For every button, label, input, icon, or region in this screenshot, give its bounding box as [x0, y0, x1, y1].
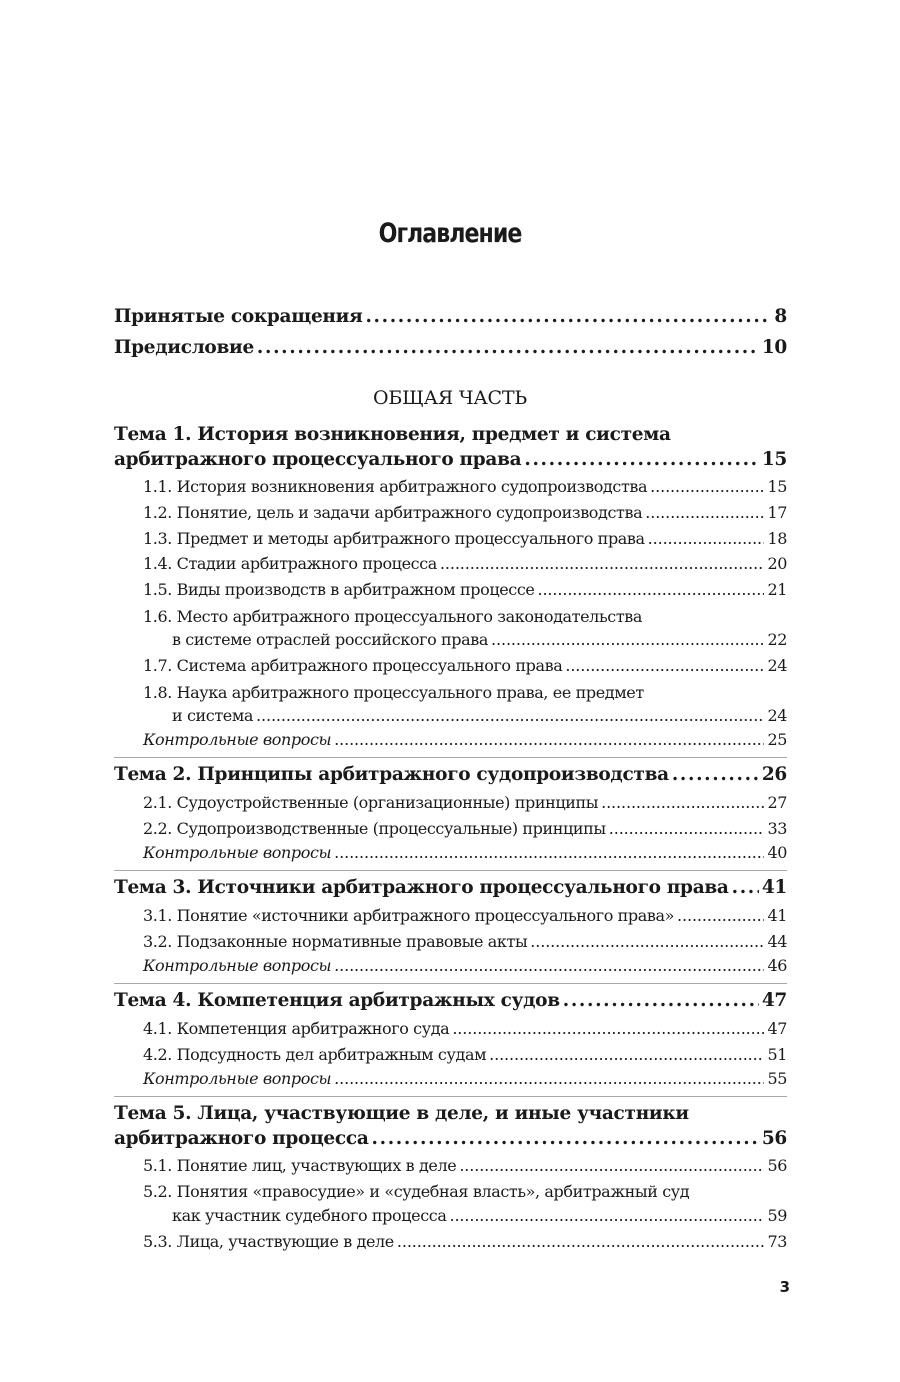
dot-leader — [334, 1069, 764, 1088]
dot-leader — [489, 1045, 764, 1064]
dot-leader — [650, 477, 764, 496]
toc-item-text: в системе отраслей российского права — [172, 630, 489, 649]
dot-leader — [648, 529, 765, 548]
toc-item-page: 17 — [767, 503, 787, 522]
toc-item-text: 5.1. Понятие лиц, участвующих в деле — [143, 1156, 457, 1175]
toc-item-5-2[interactable] — [172, 1206, 787, 1225]
toc-topic-4[interactable] — [114, 990, 787, 1011]
toc-item-page: 20 — [767, 554, 787, 573]
toc-item-2-2[interactable] — [143, 819, 787, 838]
toc-item-5-3[interactable] — [143, 1232, 787, 1251]
dot-leader — [334, 730, 764, 749]
dot-leader — [601, 793, 764, 812]
toc-item-5-1[interactable] — [143, 1156, 787, 1175]
toc-item-page: 47 — [767, 1019, 787, 1038]
section-divider — [114, 983, 787, 984]
dot-leader — [334, 843, 764, 862]
toc-entry-page: 10 — [761, 337, 787, 358]
toc-item-3-2[interactable] — [143, 932, 787, 951]
toc-item-text: Контрольные вопросы — [143, 730, 332, 749]
toc-item-text: Контрольные вопросы — [143, 1069, 332, 1088]
page-number: 3 — [779, 1278, 790, 1296]
toc-entry-text: арбитражного процессуального права — [114, 449, 522, 470]
toc-entry-page: 26 — [761, 764, 787, 785]
toc-item-text: Контрольные вопросы — [143, 956, 332, 975]
toc-item-page: 24 — [767, 706, 787, 725]
dot-leader — [397, 1232, 765, 1251]
toc-item-text: 2.1. Судоустройственные (организационные) принципы — [143, 793, 599, 812]
toc-item-2-1[interactable] — [143, 793, 787, 812]
toc-item-1-1[interactable] — [143, 477, 787, 496]
dot-leader — [732, 877, 759, 898]
toc-item-text: 3.1. Понятие «источники арбитражного процессуального права» — [143, 906, 675, 925]
toc-item-page: 18 — [767, 529, 787, 548]
toc-item-page: 15 — [767, 477, 787, 496]
dot-leader — [256, 706, 764, 725]
section-divider — [114, 870, 787, 871]
toc-item-text: и система — [172, 706, 254, 725]
toc-item-3-questions[interactable] — [143, 956, 787, 975]
toc-entry-text: Тема 4. Компетенция арбитражных судов — [114, 990, 560, 1011]
toc-entry-text: Принятые сокращения — [114, 306, 363, 327]
dot-leader — [524, 449, 758, 470]
toc-entry-preface[interactable] — [114, 337, 787, 358]
toc-entry-page: 56 — [761, 1128, 787, 1149]
toc-item-text: 3.2. Подзаконные нормативные правовые акты — [143, 932, 528, 951]
dot-leader — [537, 580, 764, 599]
dot-leader — [257, 337, 759, 358]
toc-topic-1-title-line: Тема 1. История возникновения, предмет и система — [114, 424, 671, 445]
toc-item-text: 1.5. Виды производств в арбитражном процессе — [143, 580, 535, 599]
toc-item-5-2-line: 5.2. Понятия «правосудие» и «судебная власть», арбитражный суд — [143, 1182, 690, 1201]
page-title: Оглавление — [378, 218, 522, 249]
dot-leader — [459, 1156, 764, 1175]
toc-entry-text: арбитражного процесса — [114, 1128, 369, 1149]
toc-entry-text: Предисловие — [114, 337, 254, 358]
toc-item-3-1[interactable] — [143, 906, 787, 925]
toc-item-text: 1.3. Предмет и методы арбитражного процессуального права — [143, 529, 645, 548]
toc-item-1-4[interactable] — [143, 554, 787, 573]
toc-item-page: 44 — [767, 932, 787, 951]
toc-item-text: Контрольные вопросы — [143, 843, 332, 862]
toc-item-page: 55 — [767, 1069, 787, 1088]
toc-item-page: 51 — [767, 1045, 787, 1064]
toc-item-text: 2.2. Судопроизводственные (процессуальные) принципы — [143, 819, 606, 838]
toc-item-page: 46 — [767, 956, 787, 975]
dot-leader — [449, 1206, 764, 1225]
dot-leader — [365, 306, 771, 327]
part-heading: ОБЩАЯ ЧАСТЬ — [373, 387, 527, 409]
dot-leader — [609, 819, 765, 838]
dot-leader — [452, 1019, 764, 1038]
toc-item-1-8-line: 1.8. Наука арбитражного процессуального права, ее предмет — [143, 683, 644, 702]
dot-leader — [645, 503, 764, 522]
toc-entry-abbreviations[interactable] — [114, 306, 787, 327]
toc-item-4-2[interactable] — [143, 1045, 787, 1064]
toc-topic-1[interactable] — [114, 449, 787, 470]
dot-leader — [440, 554, 765, 573]
toc-entry-page: 15 — [761, 449, 787, 470]
toc-item-page: 24 — [767, 656, 787, 675]
toc-item-text: 4.2. Подсудность дел арбитражным судам — [143, 1045, 487, 1064]
toc-item-4-1[interactable] — [143, 1019, 787, 1038]
dot-leader — [530, 932, 764, 951]
toc-item-text: 1.4. Стадии арбитражного процесса — [143, 554, 437, 573]
toc-entry-page: 41 — [761, 877, 787, 898]
toc-item-page: 59 — [767, 1206, 787, 1225]
toc-item-page: 25 — [767, 730, 787, 749]
toc-topic-5-title-line: Тема 5. Лица, участвующие в деле, и иные участники — [114, 1103, 689, 1124]
toc-item-text: как участник судебного процесса — [172, 1206, 447, 1225]
toc-topic-5[interactable] — [114, 1128, 787, 1149]
toc-entry-page: 47 — [761, 990, 787, 1011]
dot-leader — [334, 956, 764, 975]
dot-leader — [677, 906, 764, 925]
toc-item-text: 4.1. Компетенция арбитражного суда — [143, 1019, 450, 1038]
toc-item-2-questions[interactable] — [143, 843, 787, 862]
toc-item-1-3[interactable] — [143, 529, 787, 548]
dot-leader — [565, 656, 764, 675]
toc-item-1-7[interactable] — [143, 656, 787, 675]
toc-item-text: 5.3. Лица, участвующие в деле — [143, 1232, 394, 1251]
toc-entry-page: 8 — [774, 306, 787, 327]
toc-item-page: 56 — [767, 1156, 787, 1175]
section-divider — [114, 1096, 787, 1097]
toc-item-1-8[interactable] — [172, 706, 787, 725]
toc-item-text: 1.1. История возникновения арбитражного судопроизводства — [143, 477, 648, 496]
toc-item-page: 21 — [767, 580, 787, 599]
toc-entry-text: Тема 2. Принципы арбитражного судопроизводства — [114, 764, 669, 785]
toc-topic-2[interactable] — [114, 764, 787, 785]
toc-item-text: 1.7. Система арбитражного процессуального права — [143, 656, 563, 675]
toc-item-page: 27 — [767, 793, 787, 812]
dot-leader — [372, 1128, 759, 1149]
toc-item-1-5[interactable] — [143, 580, 787, 599]
toc-entry-text: Тема 3. Источники арбитражного процессуального права — [114, 877, 729, 898]
toc-item-page: 40 — [767, 843, 787, 862]
toc-item-text: 1.2. Понятие, цель и задачи арбитражного судопроизводства — [143, 503, 643, 522]
toc-item-page: 22 — [767, 630, 787, 649]
dot-leader — [672, 764, 759, 785]
dot-leader — [491, 630, 764, 649]
dot-leader — [563, 990, 759, 1011]
toc-item-1-2[interactable] — [143, 503, 787, 522]
section-divider — [114, 757, 787, 758]
toc-item-1-6-line: 1.6. Место арбитражного процессуального законодательства — [143, 607, 643, 626]
toc-item-4-questions[interactable] — [143, 1069, 787, 1088]
toc-item-page: 33 — [767, 819, 787, 838]
toc-item-1-questions[interactable] — [143, 730, 787, 749]
toc-item-1-6[interactable] — [172, 630, 787, 649]
toc-topic-3[interactable] — [114, 877, 787, 898]
toc-item-page: 41 — [767, 906, 787, 925]
toc-item-page: 73 — [767, 1232, 787, 1251]
